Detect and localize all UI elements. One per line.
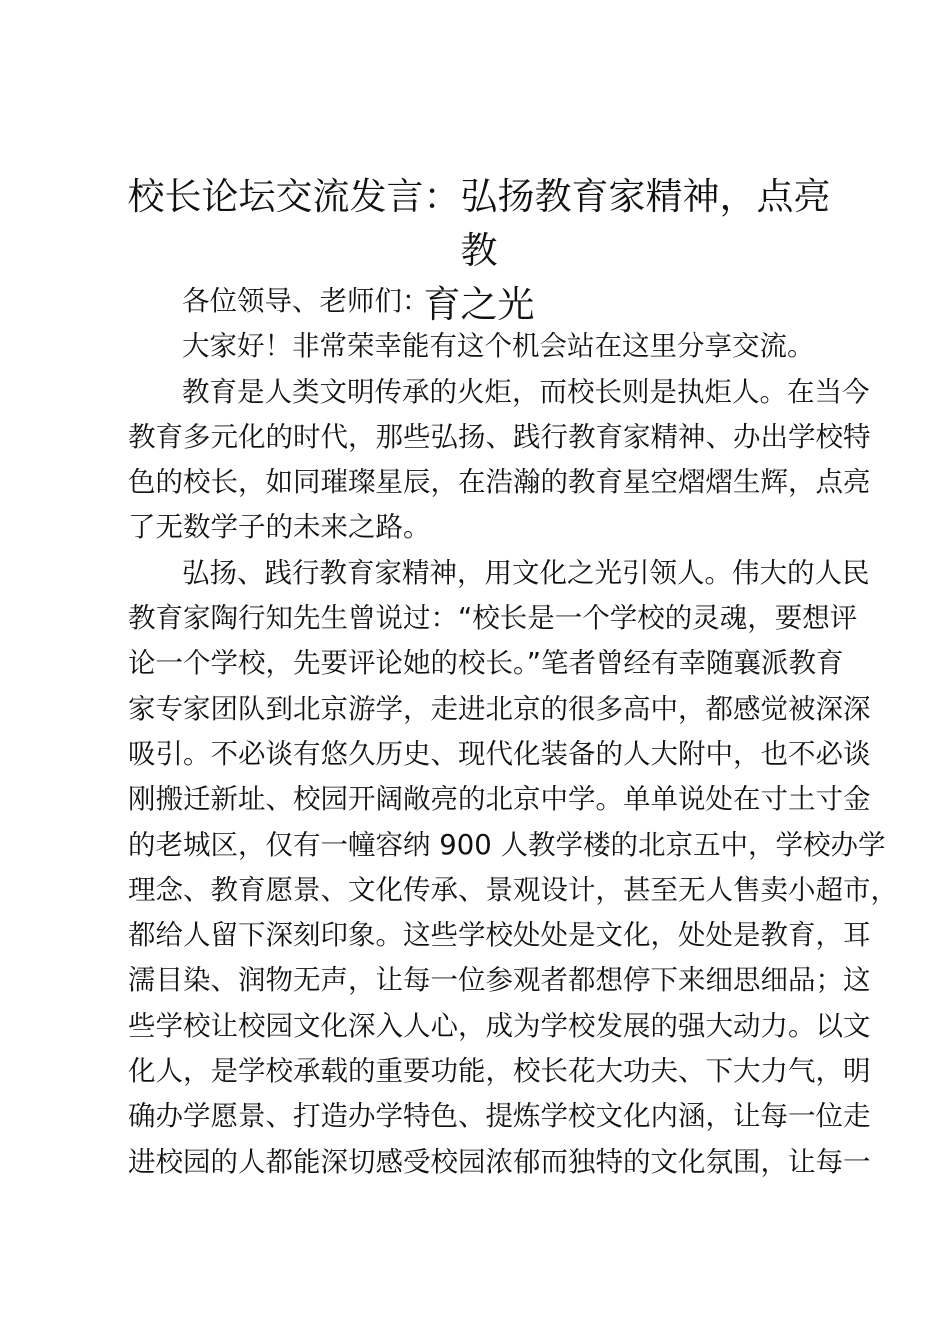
- paragraph-line: 化人，是学校承载的重要功能，校长花大功夫、下大力气，明: [128, 1055, 871, 1088]
- document-body: [128, 279, 898, 1185]
- title-line-2: 育之光: [423, 283, 535, 326]
- paragraph-line: 家专家团队到北京游学，走进北京的很多高中，都感觉被深深: [128, 692, 871, 725]
- title-line-1: 校长论坛交流发言：弘扬教育家精神，点亮教: [127, 175, 831, 272]
- paragraph-line: 吸引。不必谈有悠久历史、现代化装备的人大附中，也不必谈: [128, 737, 871, 770]
- paragraph-line: 教育是人类文明传承的火炬，而校长则是执炬人。在当今: [182, 375, 870, 408]
- paragraph-line: 论一个学校，先要评论她的校长。”笔者曾经有幸随襄派教育: [128, 647, 844, 680]
- paragraph-line: 确办学愿景、打造办学特色、提炼学校文化内涵，让每一位走: [128, 1100, 871, 1133]
- paragraph-line: 了无数学子的未来之路。: [128, 511, 431, 544]
- paragraph-line: 理念、教育愿景、文化传承、景观设计，甚至无人售卖小超市，: [128, 873, 898, 906]
- paragraph-line: 濡目染、润物无声，让每一位参观者都想停下来细思细品；这: [128, 964, 871, 997]
- paragraph-line: 刚搬迁新址、校园开阔敞亮的北京中学。单单说处在寸土寸金: [128, 783, 871, 816]
- paragraph-line: 大家好！非常荣幸能有这个机会站在这里分享交流。: [182, 330, 815, 363]
- greeting-line: 各位领导、老师们：: [182, 285, 430, 317]
- paragraph-line: 都给人留下深刻印象。这些学校处处是文化，处处是教育，耳: [128, 919, 871, 952]
- paragraph-line: 色的校长，如同璀璨星辰，在浩瀚的教育星空熠熠生辉，点亮: [128, 466, 871, 499]
- paragraph-line: 弘扬、践行教育家精神，用文化之光引领人。伟大的人民: [182, 556, 870, 589]
- paragraph-line: 进校园的人都能深切感受校园浓郁而独特的文化氛围，让每一: [128, 1145, 871, 1178]
- paragraph-line: 教育家陶行知先生曾说过：“校长是一个学校的灵魂，要想评: [128, 602, 858, 635]
- paragraph-line: 的老城区，仅有一幢容纳 900 人教学楼的北京五中，学校办学: [128, 828, 886, 861]
- paragraph-line: 些学校让校园文化深入人心，成为学校发展的强大动力。以文: [128, 1009, 871, 1042]
- paragraph-line: 教育多元化的时代，那些弘扬、践行教育家精神、办出学校特: [128, 420, 871, 453]
